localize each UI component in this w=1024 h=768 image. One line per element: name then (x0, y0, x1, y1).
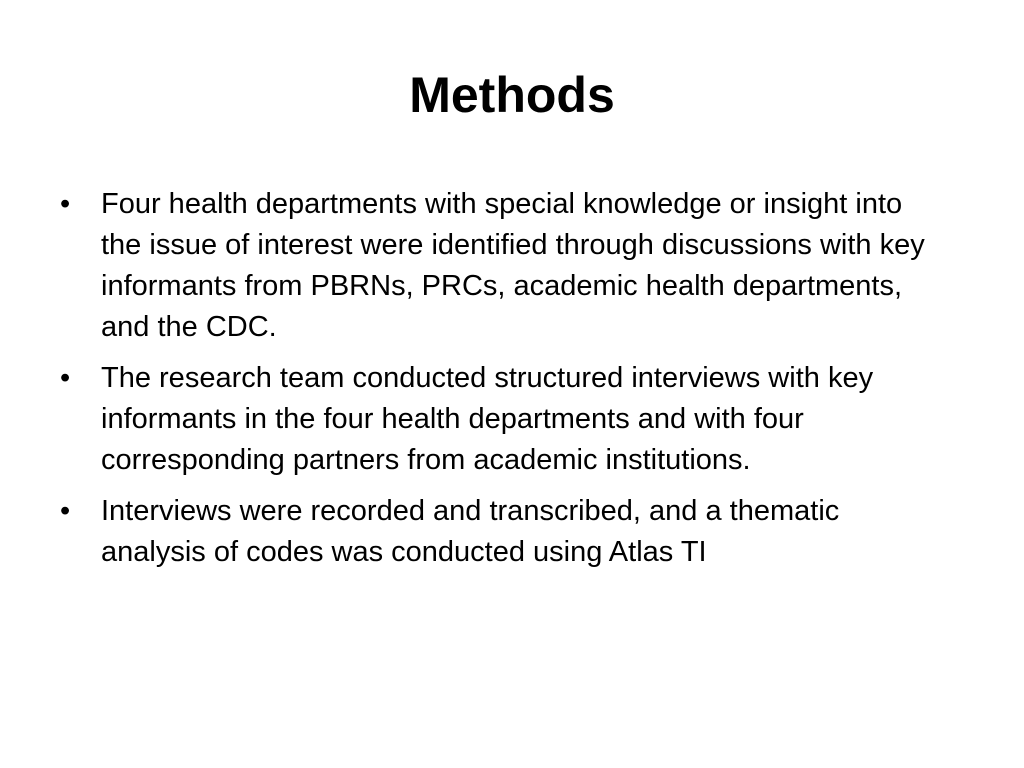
slide-title: Methods (409, 67, 615, 123)
bullet-text: The research team conducted structured interviews with key informants in the four health departments and with four corresponding partners from academic institutions. (101, 362, 874, 476)
bullet-item (56, 184, 946, 348)
bullet-dot-icon: • (60, 188, 71, 220)
bullet-list (56, 184, 946, 583)
bullet-text: Interviews were recorded and transcribed, and a thematic analysis of codes was conducted using Atlas TI (101, 495, 840, 568)
bullet-text: Four health departments with special knowledge or insight into the issue of interest were identified through discussions with key informants from PBRNs, PRCs, academic health departments, and the CDC. (101, 188, 925, 343)
bullet-dot-icon: • (60, 362, 71, 394)
bullet-item (56, 491, 946, 573)
bullet-dot-icon: • (60, 495, 71, 527)
bullet-item (56, 358, 946, 481)
